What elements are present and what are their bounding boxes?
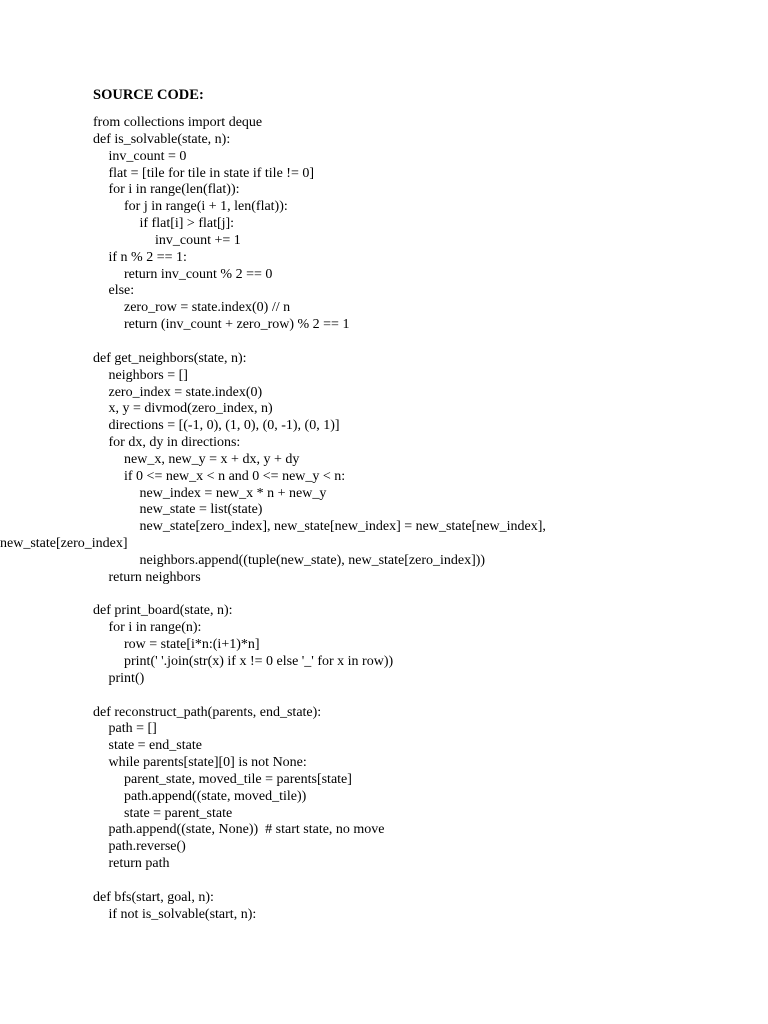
code-line: state = parent_state <box>124 805 233 821</box>
code-line: if n % 2 == 1: <box>108 249 187 265</box>
code-line: print(' '.join(str(x) if x != 0 else '_' for x in row)) <box>124 654 394 669</box>
code-line: x, y = divmod(zero_index, n) <box>108 401 273 417</box>
code-line: print() <box>108 670 145 686</box>
code-line: def is_solvable(state, n): <box>93 131 231 147</box>
code-line: inv_count += 1 <box>155 232 241 248</box>
code-line: new_state = list(state) <box>139 502 263 518</box>
code-line: inv_count = 0 <box>108 148 187 164</box>
blank-line <box>93 688 733 705</box>
code-line: new_x, new_y = x + dx, y + dy <box>124 451 300 467</box>
code-line: if 0 <= new_x < n and 0 <= new_y < n: <box>124 468 346 484</box>
code-line: for j in range(i + 1, len(flat)): <box>124 199 288 215</box>
code-line: for i in range(n): <box>108 620 202 636</box>
code-line: while parents[state][0] is not None: <box>108 755 307 771</box>
code-line: flat = [tile for tile in state if tile != 0] <box>108 165 315 181</box>
blank-line <box>93 334 733 351</box>
code-line: return neighbors <box>108 569 201 585</box>
code-line: state = end_state <box>108 738 202 754</box>
code-line: return inv_count % 2 == 0 <box>124 266 273 282</box>
blank-line <box>93 873 733 890</box>
code-line: def print_board(state, n): <box>93 603 233 619</box>
code-line: for dx, dy in directions: <box>108 435 241 451</box>
code-line: directions = [(-1, 0), (1, 0), (0, -1), (0, 1)] <box>108 418 340 434</box>
code-line: neighbors = [] <box>108 367 188 383</box>
document-page <box>0 87 733 924</box>
code-line: def bfs(start, goal, n): <box>93 889 214 905</box>
code-line: zero_row = state.index(0) // n <box>124 300 291 316</box>
code-line: neighbors.append((tuple(new_state), new_state[zero_index])) <box>139 552 486 568</box>
code-line: else: <box>108 283 135 299</box>
code-line: row = state[i*n:(i+1)*n] <box>124 637 260 653</box>
code-line: if not is_solvable(start, n): <box>108 906 257 922</box>
code-line: path = [] <box>108 721 157 737</box>
code-line: path.append((state, moved_tile)) <box>124 788 307 804</box>
code-line: return path <box>108 856 170 872</box>
source-code-block <box>0 115 733 924</box>
code-line: new_index = new_x * n + new_y <box>139 485 327 501</box>
code-line: from collections import deque <box>93 115 263 130</box>
code-line: new_state[zero_index] <box>0 536 128 552</box>
code-line: zero_index = state.index(0) <box>108 384 263 400</box>
code-line: path.reverse() <box>108 839 186 855</box>
code-line: if flat[i] > flat[j]: <box>139 216 235 232</box>
code-line: def reconstruct_path(parents, end_state): <box>93 704 322 720</box>
code-line: new_state[zero_index], new_state[new_index] = new_state[new_index], <box>139 519 546 535</box>
section-heading: SOURCE CODE: <box>93 87 204 103</box>
blank-line <box>93 587 733 604</box>
code-line: path.append((state, None)) # start state, no move <box>108 822 385 838</box>
code-line: def get_neighbors(state, n): <box>93 350 247 366</box>
code-line: for i in range(len(flat)): <box>108 182 240 198</box>
code-line: parent_state, moved_tile = parents[state] <box>124 771 352 787</box>
code-line: return (inv_count + zero_row) % 2 == 1 <box>124 317 350 333</box>
